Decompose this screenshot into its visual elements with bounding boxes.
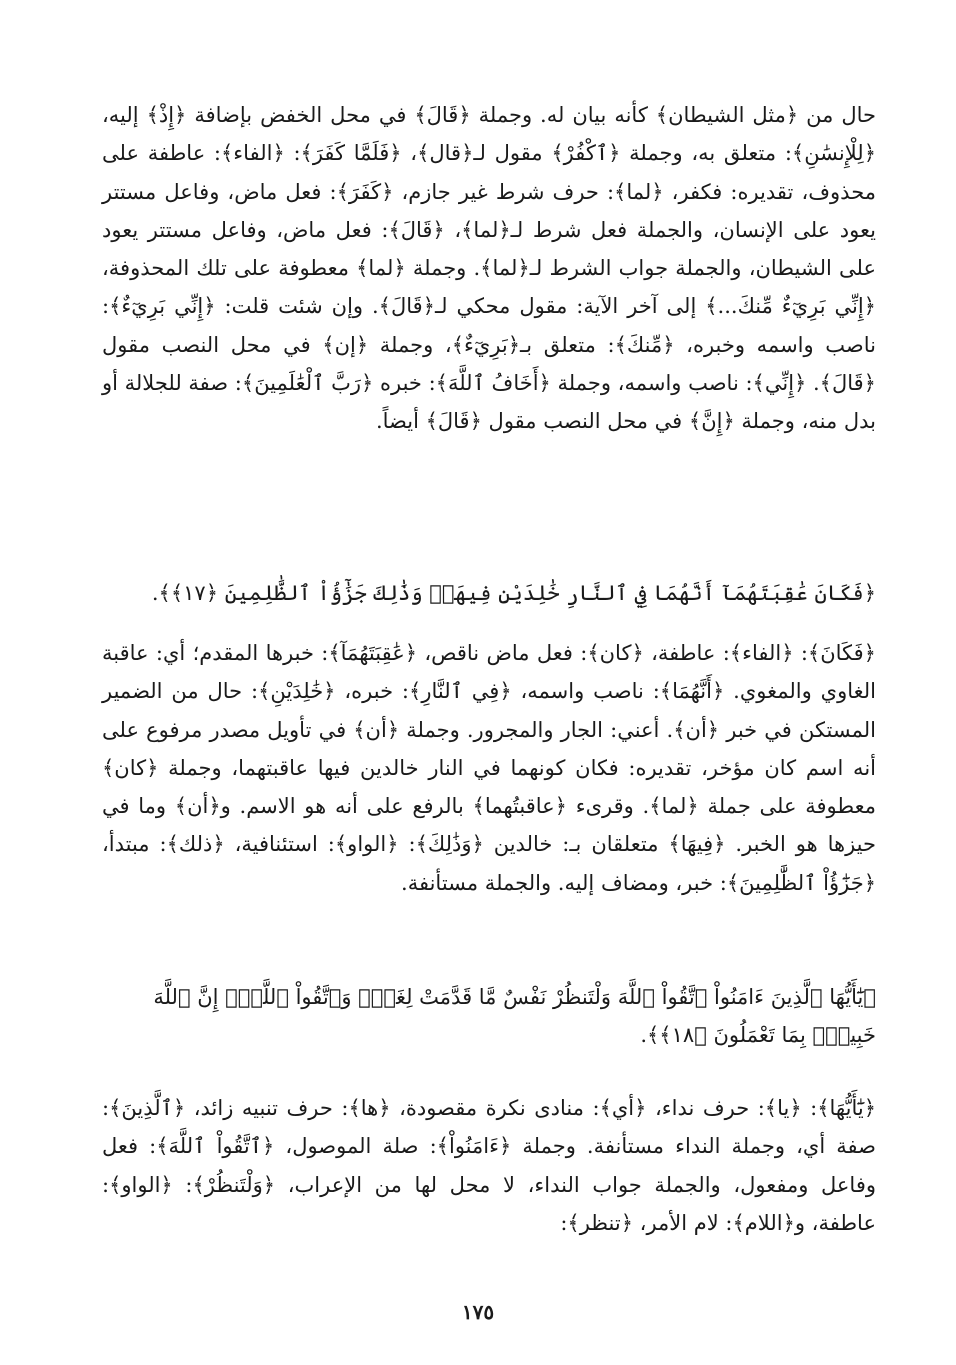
quran-verse-18: ﴿يَٰٓأَيُّهَا ٱلَّذِينَ ءَامَنُواْ ٱتَّقُواْ ٱللَّهَ وَلْتَنظُرْ نَفْسٌ مَّا قَدَّمَتْ لِغَدٍۖ وَٱتَّقُواْ ٱللَّهَۚ إِنَّ ٱللَّهَ خَبِيرٌۢ بِمَا تَعْمَلُونَ ﴿١٨﴾﴾. xyxy=(153,985,876,1048)
page-number: ١٧٥ xyxy=(461,1300,495,1324)
paragraph-verse-18-parsing: ﴿يَٰٓأَيُّهَا﴾: ﴿يا﴾: حرف نداء، ﴿أي﴾: منادى نكرة مقصودة، ﴿ها﴾: حرف تنبيه زائد، ﴿ٱلَّذِينَ﴾: صفة أي، وجملة النداء مستأنفة. وجملة ﴿ءَامَنُواْ﴾: صلة الموصول، ﴿ٱتَّقُواْ ٱللَّهَ﴾: فعل وفاعل ومفعول، والجملة جواب النداء، لا محل لها من الإعراب، ﴿وَلْتَنظُرْ﴾: ﴿الواو﴾: عاطفة، و﴿اللام﴾: لام الأمر، ﴿تنظر﴾: xyxy=(102,1096,877,1235)
paragraph-verse-17-parsing: ﴿فَكَانَ﴾: ﴿الفاء﴾: عاطفة، ﴿كان﴾: فعل ماض ناقص، ﴿عَٰقِبَتَهُمَآ﴾: خبرها المقدم؛ أي: عاقبة الغاوي والمغوي. ﴿أَنَّهُمَا﴾: ناصب واسمه، ﴿فِي ٱلنَّارِ﴾: خبره، ﴿خَٰلِدَيْنِ﴾: حال من الضمير المستكن في خبر ﴿أن﴾. أعني: الجار والمجرور. وجملة ﴿أن﴾ في تأويل مصدر مرفوع على أنه اسم كان مؤخر، تقديره: فكان كونهما في النار خالدين فيها عاقبتهما، وجملة ﴿كان﴾ معطوفة على جملة ﴿لما﴾. وقرىء ﴿عاقبتُهما﴾ بالرفع على أنه هو الاسم. و﴿أن﴾ وما في حيزها هو الخبر. ﴿فِيهَا﴾ متعلقان بـ: خالدين ﴿وَذَٰلِكَ﴾: ﴿الواو﴾: استئنافية، ﴿ذلك﴾: مبتدأ، ﴿جَزَٰٓؤُاْ ٱلظَّٰلِمِينَ﴾: خبر، ومضاف إليه. والجملة مستأنفة. xyxy=(102,641,876,895)
quran-verse-17: ﴿فَكَانَ عَٰقِبَتَهُمَآ أَنَّهُمَا فِي ٱلنَّارِ خَٰلِدَيْنِ فِيهَاۚ وَذَٰلِكَ جَزَٰٓؤُاْ ٱلظَّٰلِمِينَ ﴿١٧﴾﴾. xyxy=(151,581,876,605)
paragraph-verse-16-parsing: حال من ﴿مثل الشيطان﴾ كأنه بيان له. وجملة ﴿قَالَ﴾ في محل الخفض بإضافة ﴿إِذْ﴾ إليه، ﴿لِلْإِنسَٰنِ﴾: متعلق به، وجملة ﴿ٱكْفُرْ﴾ مقول لـ﴿قال﴾، ﴿فَلَمَّا كَفَرَ﴾: ﴿الفاء﴾: عاطفة على محذوف، تقديره: فكفر، ﴿لما﴾: حرف شرط غير جازم، ﴿كَفَرَ﴾: فعل ماض، وفاعل مستتر يعود على الإنسان، والجملة فعل شرط لـ﴿لما﴾، ﴿قَالَ﴾: فعل ماض، وفاعل مستتر يعود على الشيطان، والجملة جواب الشرط لـ﴿لما﴾. وجملة ﴿لما﴾ معطوفة على تلك المحذوفة، ﴿إِنِّي بَرِيٓءٌ مِّنكَ...﴾ إلى آخر الآية: مقول محكي لـ﴿قَالَ﴾. وإن شئت قلت: ﴿إِنِّي بَرِيٓءٌ﴾: ناصب واسمه وخبره، ﴿مِّنكَ﴾: متعلق بـ﴿بَرِيٓءٌ﴾، وجملة ﴿إن﴾ في محل النصب مقول ﴿قَالَ﴾. ﴿إِنِّي﴾: ناصب واسمه، وجملة ﴿أَخَافُ ٱللَّهَ﴾: خبره ﴿رَبَّ ٱلْعَٰلَمِينَ﴾: صفة للجلالة أو بدل منه، وجملة ﴿إِنَّ﴾ في محل النصب مقول ﴿قَالَ﴾ أيضاً. xyxy=(102,103,876,434)
